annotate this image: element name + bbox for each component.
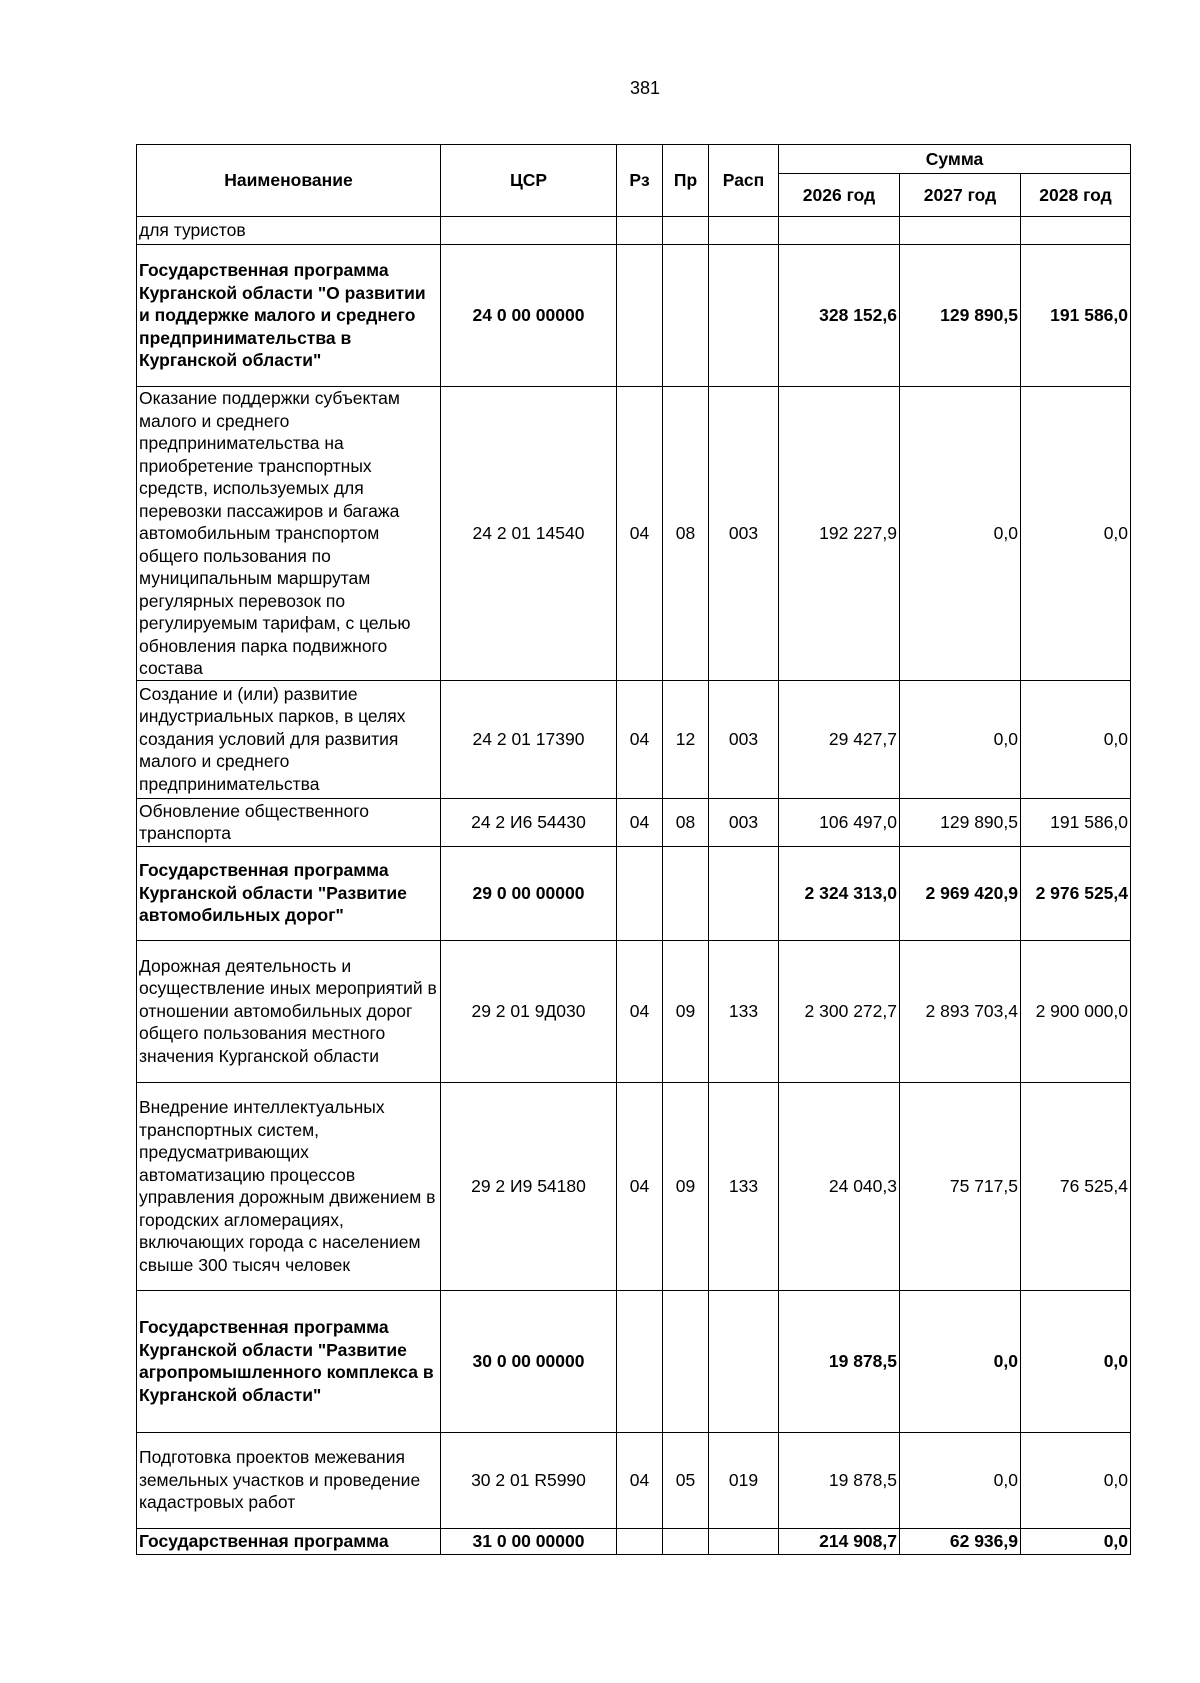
row-pr bbox=[663, 1528, 709, 1554]
row-csr: 24 2 01 14540 bbox=[441, 387, 617, 681]
row-2026: 328 152,6 bbox=[779, 245, 900, 387]
table-row bbox=[137, 1082, 1131, 1290]
row-csr: 31 0 00 00000 bbox=[441, 1528, 617, 1554]
row-2026: 24 040,3 bbox=[779, 1082, 900, 1290]
row-2027: 129 890,5 bbox=[900, 798, 1021, 846]
header-pr: Пр bbox=[663, 145, 709, 217]
row-name: Государственная программа Курганской области "О развитии и поддержке малого и среднего предпринимательства в Курганской области" bbox=[137, 245, 441, 387]
row-rasp bbox=[709, 245, 779, 387]
header-row-top bbox=[137, 145, 1131, 174]
row-2026: 214 908,7 bbox=[779, 1528, 900, 1554]
row-rasp: 133 bbox=[709, 940, 779, 1082]
row-csr: 24 0 00 00000 bbox=[441, 245, 617, 387]
header-rz: Рз bbox=[617, 145, 663, 217]
row-rasp: 133 bbox=[709, 1082, 779, 1290]
row-rasp bbox=[709, 846, 779, 940]
row-rasp bbox=[709, 1528, 779, 1554]
row-2028: 191 586,0 bbox=[1021, 798, 1131, 846]
row-pr: 12 bbox=[663, 680, 709, 798]
row-2028: 0,0 bbox=[1021, 680, 1131, 798]
row-2028: 0,0 bbox=[1021, 1432, 1131, 1528]
row-2027: 2 893 703,4 bbox=[900, 940, 1021, 1082]
row-pr bbox=[663, 846, 709, 940]
row-csr: 24 2 И6 54430 bbox=[441, 798, 617, 846]
row-pr: 09 bbox=[663, 940, 709, 1082]
header-year-2026: 2026 год bbox=[779, 174, 900, 217]
row-pr bbox=[663, 245, 709, 387]
row-name: для туристов bbox=[137, 217, 441, 245]
table-row bbox=[137, 940, 1131, 1082]
row-pr: 08 bbox=[663, 387, 709, 681]
row-2028: 2 976 525,4 bbox=[1021, 846, 1131, 940]
row-2026: 106 497,0 bbox=[779, 798, 900, 846]
row-2027 bbox=[900, 217, 1021, 245]
row-2026: 19 878,5 bbox=[779, 1432, 900, 1528]
row-2026: 2 324 313,0 bbox=[779, 846, 900, 940]
row-name: Обновление общественного транспорта bbox=[137, 798, 441, 846]
row-csr: 29 2 И9 54180 bbox=[441, 1082, 617, 1290]
row-name: Государственная программа bbox=[137, 1528, 441, 1554]
row-pr bbox=[663, 217, 709, 245]
table-row bbox=[137, 798, 1131, 846]
page-number: 381 bbox=[629, 78, 661, 98]
header-rasp: Расп bbox=[709, 145, 779, 217]
row-2028: 191 586,0 bbox=[1021, 245, 1131, 387]
row-rasp: 003 bbox=[709, 387, 779, 681]
row-csr: 29 2 01 9Д030 bbox=[441, 940, 617, 1082]
row-rz bbox=[617, 1528, 663, 1554]
row-2028: 0,0 bbox=[1021, 387, 1131, 681]
row-csr: 30 0 00 00000 bbox=[441, 1290, 617, 1432]
row-2026: 2 300 272,7 bbox=[779, 940, 900, 1082]
row-rz: 04 bbox=[617, 1432, 663, 1528]
row-rasp: 003 bbox=[709, 680, 779, 798]
row-rz bbox=[617, 217, 663, 245]
row-2026: 192 227,9 bbox=[779, 387, 900, 681]
header-year-2027: 2027 год bbox=[900, 174, 1021, 217]
table-row bbox=[137, 680, 1131, 798]
table-row-program bbox=[137, 1290, 1131, 1432]
table-row-program bbox=[137, 245, 1131, 387]
row-csr bbox=[441, 217, 617, 245]
row-2027: 129 890,5 bbox=[900, 245, 1021, 387]
table-row-program bbox=[137, 846, 1131, 940]
row-name: Внедрение интеллектуальных транспортных систем, предусматривающих автоматизацию процессов управления дорожным движением в городских агломерациях, включающих города с населением свыше 300 тысяч человек bbox=[137, 1082, 441, 1290]
row-2028: 0,0 bbox=[1021, 1290, 1131, 1432]
row-2027: 75 717,5 bbox=[900, 1082, 1021, 1290]
row-name: Государственная программа Курганской области "Развитие автомобильных дорог" bbox=[137, 846, 441, 940]
row-2028: 0,0 bbox=[1021, 1528, 1131, 1554]
row-rz: 04 bbox=[617, 798, 663, 846]
row-name: Создание и (или) развитие индустриальных парков, в целях создания условий для развития малого и среднего предпринимательства bbox=[137, 680, 441, 798]
row-2027: 0,0 bbox=[900, 1432, 1021, 1528]
header-sum: Сумма bbox=[779, 145, 1131, 174]
row-rz: 04 bbox=[617, 680, 663, 798]
row-2027: 0,0 bbox=[900, 1290, 1021, 1432]
table-row-program bbox=[137, 1528, 1131, 1554]
row-2027: 0,0 bbox=[900, 680, 1021, 798]
row-name: Подготовка проектов межевания земельных участков и проведение кадастровых работ bbox=[137, 1432, 441, 1528]
row-pr: 08 bbox=[663, 798, 709, 846]
row-pr bbox=[663, 1290, 709, 1432]
header-name: Наименование bbox=[137, 145, 441, 217]
row-name: Дорожная деятельность и осуществление иных мероприятий в отношении автомобильных дорог общего пользования местного значения Курганской области bbox=[137, 940, 441, 1082]
row-pr: 05 bbox=[663, 1432, 709, 1528]
row-rasp: 003 bbox=[709, 798, 779, 846]
row-csr: 29 0 00 00000 bbox=[441, 846, 617, 940]
row-rasp: 019 bbox=[709, 1432, 779, 1528]
row-rasp bbox=[709, 1290, 779, 1432]
row-2028: 2 900 000,0 bbox=[1021, 940, 1131, 1082]
row-rasp bbox=[709, 217, 779, 245]
header-csr: ЦСР bbox=[441, 145, 617, 217]
row-2027: 2 969 420,9 bbox=[900, 846, 1021, 940]
row-2028: 76 525,4 bbox=[1021, 1082, 1131, 1290]
row-rz bbox=[617, 1290, 663, 1432]
budget-table bbox=[136, 144, 1131, 1555]
row-name: Оказание поддержки субъектам малого и среднего предпринимательства на приобретение транспортных средств, используемых для перевозки пассажиров и багажа автомобильным транспортом общего пользования по муниципальным маршрутам регулярных перевозок по регулируемым тарифам, с целью обновления парка подвижного состава bbox=[137, 387, 441, 681]
row-2026 bbox=[779, 217, 900, 245]
row-rz bbox=[617, 846, 663, 940]
row-2028 bbox=[1021, 217, 1131, 245]
table-row bbox=[137, 387, 1131, 681]
row-name: Государственная программа Курганской области "Развитие агропромышленного комплекса в Курганской области" bbox=[137, 1290, 441, 1432]
table-row bbox=[137, 1432, 1131, 1528]
row-2027: 0,0 bbox=[900, 387, 1021, 681]
row-2026: 29 427,7 bbox=[779, 680, 900, 798]
row-pr: 09 bbox=[663, 1082, 709, 1290]
row-rz: 04 bbox=[617, 940, 663, 1082]
row-2026: 19 878,5 bbox=[779, 1290, 900, 1432]
row-2027: 62 936,9 bbox=[900, 1528, 1021, 1554]
row-rz: 04 bbox=[617, 387, 663, 681]
row-csr: 30 2 01 R5990 bbox=[441, 1432, 617, 1528]
row-rz: 04 bbox=[617, 1082, 663, 1290]
row-csr: 24 2 01 17390 bbox=[441, 680, 617, 798]
row-rz bbox=[617, 245, 663, 387]
header-year-2028: 2028 год bbox=[1021, 174, 1131, 217]
table-row bbox=[137, 217, 1131, 245]
